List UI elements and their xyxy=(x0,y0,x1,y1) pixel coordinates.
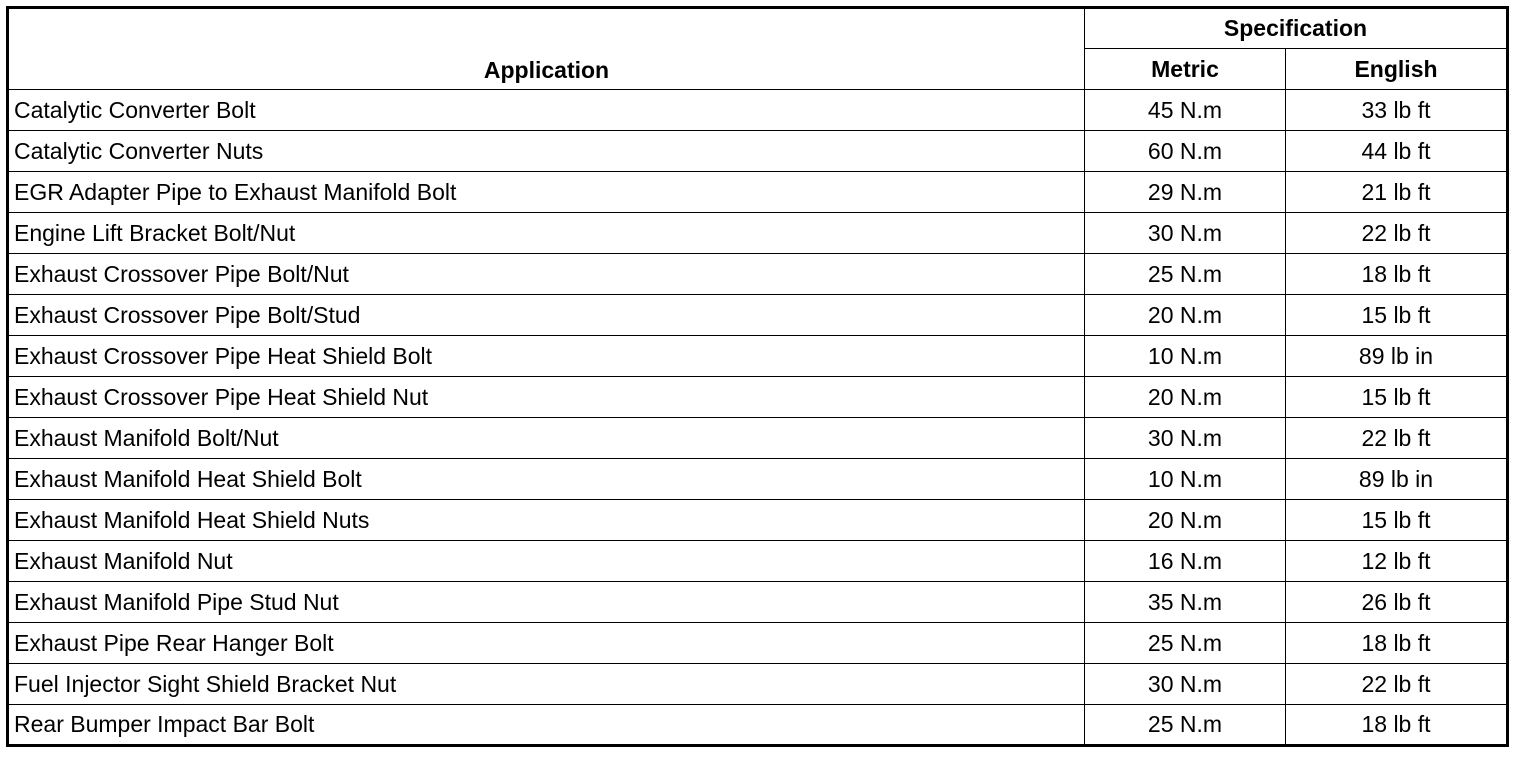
metric-value-cell: 30 N.m xyxy=(1085,418,1286,459)
english-value-cell: 22 lb ft xyxy=(1286,664,1508,705)
english-value-cell: 15 lb ft xyxy=(1286,377,1508,418)
application-cell: Catalytic Converter Nuts xyxy=(8,131,1085,172)
application-cell: Exhaust Manifold Bolt/Nut xyxy=(8,418,1085,459)
english-value-cell: 18 lb ft xyxy=(1286,705,1508,746)
table-row xyxy=(8,418,1508,459)
english-value-cell: 18 lb ft xyxy=(1286,254,1508,295)
metric-value-cell: 30 N.m xyxy=(1085,213,1286,254)
table-row xyxy=(8,377,1508,418)
application-cell: Exhaust Pipe Rear Hanger Bolt xyxy=(8,623,1085,664)
table-row xyxy=(8,172,1508,213)
english-value-cell: 89 lb in xyxy=(1286,336,1508,377)
application-cell: Exhaust Manifold Heat Shield Nuts xyxy=(8,500,1085,541)
metric-column-header: Metric xyxy=(1085,49,1286,90)
metric-value-cell: 10 N.m xyxy=(1085,459,1286,500)
english-value-cell: 18 lb ft xyxy=(1286,623,1508,664)
english-value-cell: 15 lb ft xyxy=(1286,295,1508,336)
application-cell: EGR Adapter Pipe to Exhaust Manifold Bolt xyxy=(8,172,1085,213)
metric-value-cell: 60 N.m xyxy=(1085,131,1286,172)
fastener-specification-table xyxy=(6,6,1509,747)
english-value-cell: 21 lb ft xyxy=(1286,172,1508,213)
english-value-cell: 89 lb in xyxy=(1286,459,1508,500)
application-cell: Exhaust Manifold Pipe Stud Nut xyxy=(8,582,1085,623)
metric-value-cell: 45 N.m xyxy=(1085,90,1286,131)
application-cell: Exhaust Manifold Nut xyxy=(8,541,1085,582)
metric-value-cell: 25 N.m xyxy=(1085,254,1286,295)
table-row xyxy=(8,664,1508,705)
specification-group-header: Specification xyxy=(1085,8,1508,49)
table-row xyxy=(8,254,1508,295)
english-column-header: English xyxy=(1286,49,1508,90)
table-row xyxy=(8,295,1508,336)
metric-value-cell: 10 N.m xyxy=(1085,336,1286,377)
english-value-cell: 22 lb ft xyxy=(1286,418,1508,459)
english-value-cell: 22 lb ft xyxy=(1286,213,1508,254)
application-cell: Catalytic Converter Bolt xyxy=(8,90,1085,131)
metric-value-cell: 16 N.m xyxy=(1085,541,1286,582)
metric-value-cell: 25 N.m xyxy=(1085,705,1286,746)
table-header xyxy=(8,8,1508,90)
metric-value-cell: 29 N.m xyxy=(1085,172,1286,213)
table-body xyxy=(8,90,1508,746)
metric-value-cell: 20 N.m xyxy=(1085,377,1286,418)
english-value-cell: 15 lb ft xyxy=(1286,500,1508,541)
header-row-top xyxy=(8,8,1508,49)
application-cell: Rear Bumper Impact Bar Bolt xyxy=(8,705,1085,746)
table-row xyxy=(8,705,1508,746)
table-row xyxy=(8,336,1508,377)
application-cell: Exhaust Crossover Pipe Heat Shield Bolt xyxy=(8,336,1085,377)
table-row xyxy=(8,90,1508,131)
table-row xyxy=(8,623,1508,664)
table-row xyxy=(8,213,1508,254)
english-value-cell: 44 lb ft xyxy=(1286,131,1508,172)
application-cell: Exhaust Crossover Pipe Bolt/Stud xyxy=(8,295,1085,336)
metric-value-cell: 30 N.m xyxy=(1085,664,1286,705)
metric-value-cell: 25 N.m xyxy=(1085,623,1286,664)
application-cell: Exhaust Manifold Heat Shield Bolt xyxy=(8,459,1085,500)
application-cell: Engine Lift Bracket Bolt/Nut xyxy=(8,213,1085,254)
metric-value-cell: 20 N.m xyxy=(1085,500,1286,541)
table-row xyxy=(8,582,1508,623)
english-value-cell: 12 lb ft xyxy=(1286,541,1508,582)
english-value-cell: 26 lb ft xyxy=(1286,582,1508,623)
application-cell: Exhaust Crossover Pipe Bolt/Nut xyxy=(8,254,1085,295)
table-row xyxy=(8,131,1508,172)
application-cell: Exhaust Crossover Pipe Heat Shield Nut xyxy=(8,377,1085,418)
application-column-header: Application xyxy=(8,8,1085,90)
metric-value-cell: 35 N.m xyxy=(1085,582,1286,623)
table-row xyxy=(8,459,1508,500)
english-value-cell: 33 lb ft xyxy=(1286,90,1508,131)
application-cell: Fuel Injector Sight Shield Bracket Nut xyxy=(8,664,1085,705)
table-row xyxy=(8,500,1508,541)
table-row xyxy=(8,541,1508,582)
metric-value-cell: 20 N.m xyxy=(1085,295,1286,336)
